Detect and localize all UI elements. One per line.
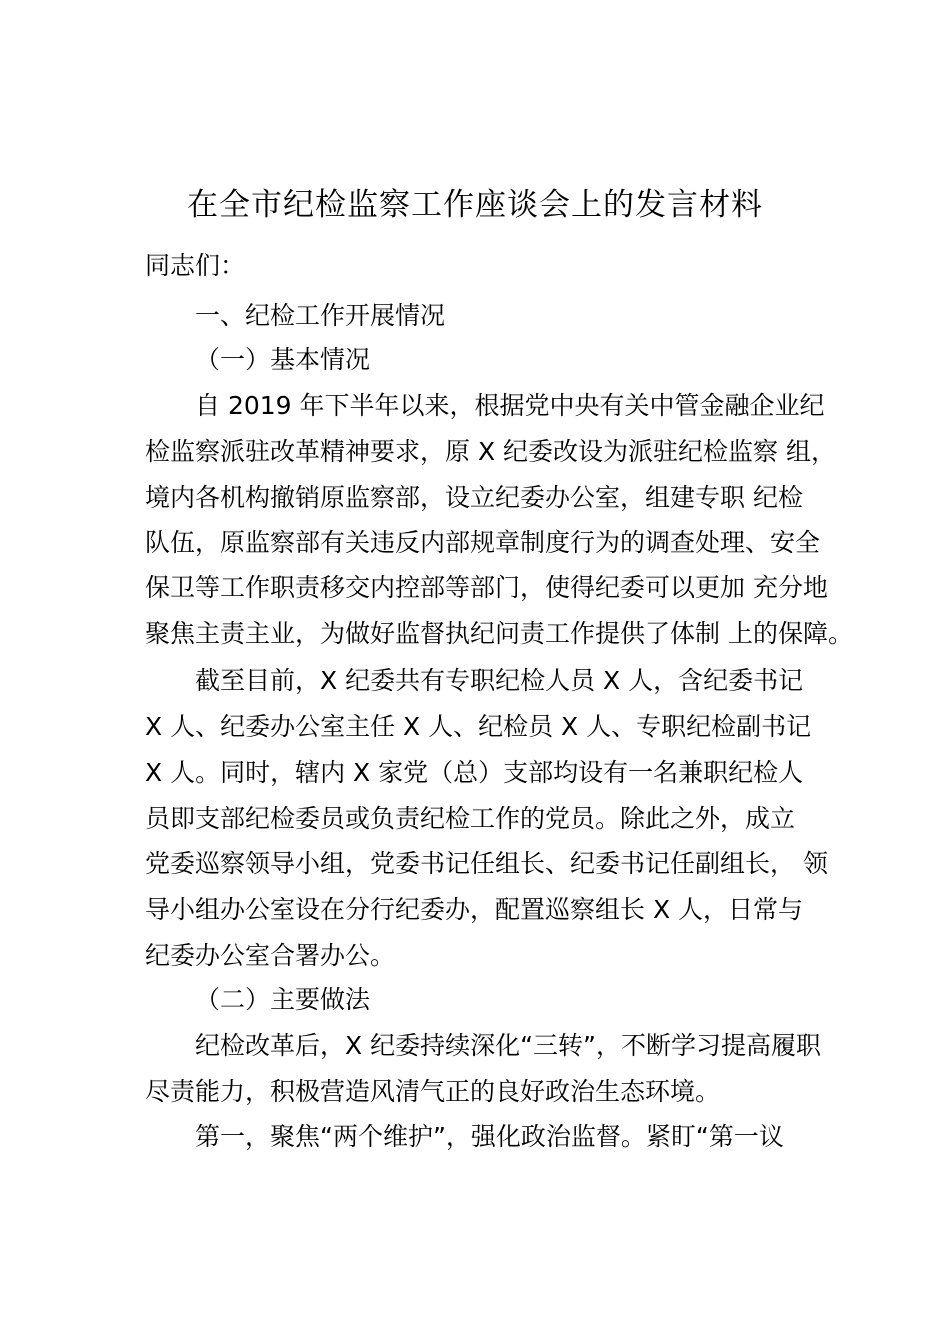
paragraph-line: 保卫等工作职责移交内控部等部门，使得纪委可以更加 充分地: [145, 573, 828, 602]
paragraph-line: 检监察派驻改革精神要求，原 X 纪委改设为派驻纪检监察 组，: [145, 437, 836, 466]
paragraph-line: 境内各机构撤销原监察部，设立纪委办公室，组建专职 纪检: [145, 483, 803, 512]
document-title: 在全市纪检监察工作座谈会上的发言材料: [187, 186, 763, 223]
paragraph-line: 队伍，原监察部有关违反内部规章制度行为的调查处理、安全: [145, 528, 821, 557]
paragraph-line: 党委巡察领导小组，党委书记任组长、纪委书记任副组长， 领: [145, 849, 828, 878]
section-heading-1: 一、纪检工作开展情况: [195, 301, 446, 330]
subsection-heading-2: （二）主要做法: [195, 985, 371, 1014]
salutation: 同志们：: [145, 251, 246, 280]
paragraph-line: 员即支部纪检委员或负责纪检工作的党员。除此之外，成立: [145, 804, 796, 833]
paragraph-line: 尽责能力，积极营造风清气正的良好政治生态环境。: [145, 1077, 721, 1106]
paragraph-line: X 人。同时，辖内 X 家党（总）支部均设有一名兼职纪检人: [145, 758, 804, 787]
subsection-heading-1: （一）基本情况: [195, 345, 371, 374]
paragraph-line: X 人、纪委办公室主任 X 人、纪检员 X 人、专职纪检副书记: [145, 712, 812, 741]
paragraph-line: 自 2019 年下半年以来，根据党中央有关中管金融企业纪: [195, 391, 825, 420]
paragraph-line: 纪检改革后，X 纪委持续深化“三转”，不断学习提高履职: [195, 1031, 821, 1060]
paragraph-line: 第一，聚焦“两个维护”，强化政治监督。紧盯“第一议: [195, 1122, 784, 1151]
paragraph-line: 截至目前，X 纪委共有专职纪检人员 X 人，含纪委书记: [195, 666, 804, 695]
paragraph-line: 纪委办公室合署办公。: [145, 941, 396, 970]
paragraph-line: 聚焦主责主业，为做好监督执纪问责工作提供了体制 上的保障。: [145, 619, 853, 648]
paragraph-line: 导小组办公室设在分行纪委办，配置巡察组长 X 人，日常与: [145, 895, 804, 924]
